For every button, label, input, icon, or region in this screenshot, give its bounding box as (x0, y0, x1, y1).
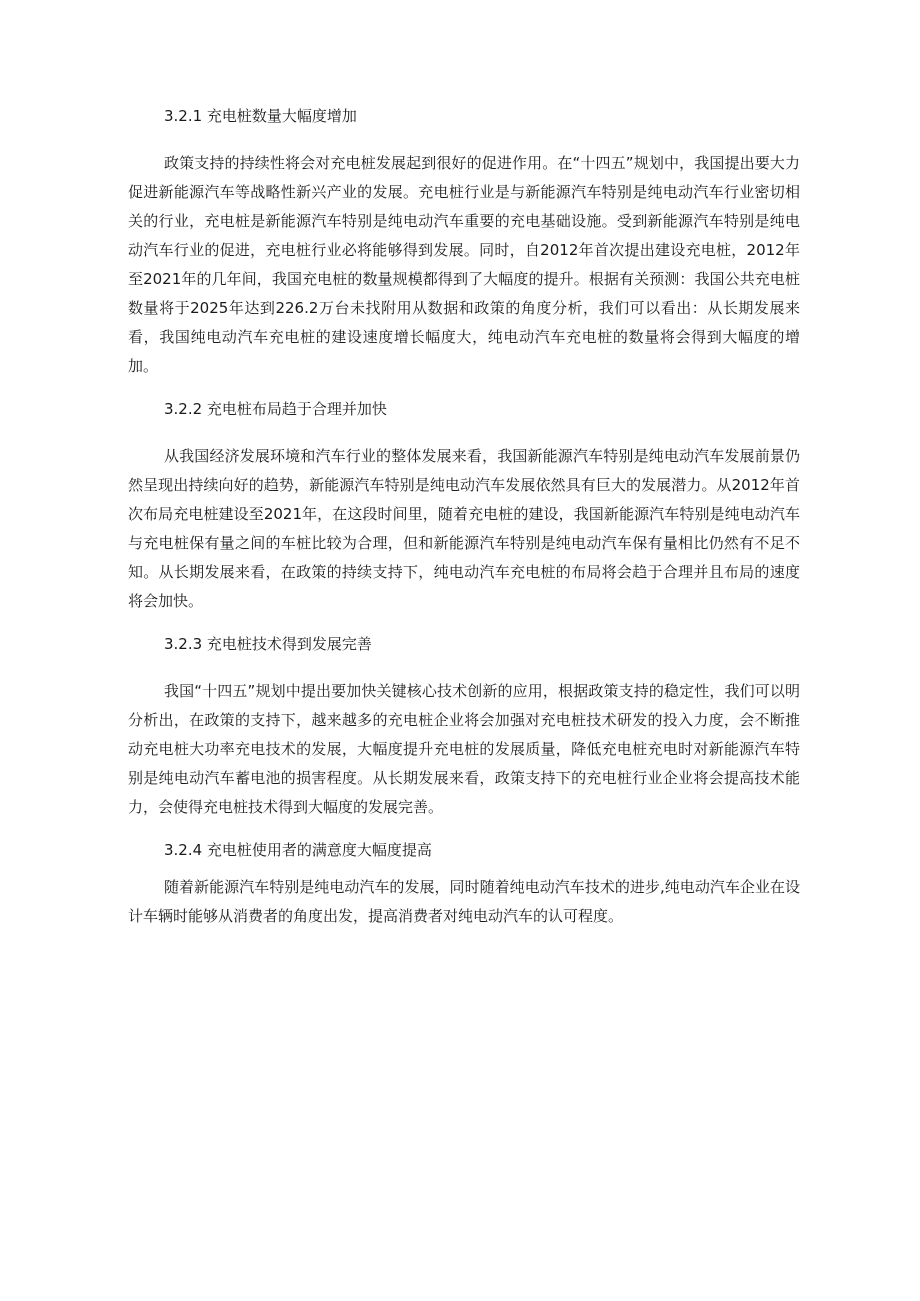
section-heading-3-2-1: 3.2.1 充电桩数量大幅度增加 (164, 107, 357, 125)
section-paragraph-3-2-1: 政策支持的持续性将会对充电桩发展起到很好的促进作用。在“十四五”规划中，我国提出要大力促进新能源汽车等战略性新兴产业的发展。充电桩行业是与新能源汽车特别是纯电动汽车行业密切相关的行业，充电桩是新能源汽车特别是纯电动汽车重要的充电基础设施。受到新能源汽车特别是纯电动汽车行业的促进，充电桩行业必将能够得到发展。同时，自2012年首次提出建设充电桩，2012年至2021年的几年间，我国充电桩的数量规模都得到了大幅度的提升。根据有关预测：我国公共充电桩数量将于2025年达到226.2万台未找附用从数据和政策的角度分析，我们可以看出：从长期发展来看，我国纯电动汽车充电桩的建设速度增长幅度大，纯电动汽车充电桩的数量将会得到大幅度的增加。 (128, 154, 800, 375)
section-heading-3-2-2: 3.2.2 充电桩布局趋于合理并加快 (164, 400, 387, 418)
document-body (128, 104, 800, 931)
section-heading-3-2-3: 3.2.3 充电桩技术得到发展完善 (164, 635, 372, 653)
section-paragraph-3-2-3: 我国“十四五”规划中提出要加快关键核心技术创新的应用，根据政策支持的稳定性，我们可以明分析出，在政策的支持下，越来越多的充电桩企业将会加强对充电桩技术研发的投入力度，会不断推动充电桩大功率充电技术的发展，大幅度提升充电桩的发展质量，降低充电桩充电时对新能源汽车特别是纯电动汽车蓄电池的损害程度。从长期发展来看，政策支持下的充电桩行业企业将会提高技术能力，会使得充电桩技术得到大幅度的发展完善。 (128, 682, 800, 816)
section-paragraph-3-2-4: 随着新能源汽车特别是纯电动汽车的发展，同时随着纯电动汽车技术的进步,纯电动汽车企业在设计车辆时能够从消费者的角度出发，提高消费者对纯电动汽车的认可程度。 (128, 878, 800, 925)
section-heading-3-2-4: 3.2.4 充电桩使用者的满意度大幅度提高 (164, 841, 432, 859)
section-paragraph-3-2-2: 从我国经济发展环境和汽车行业的整体发展来看，我国新能源汽车特别是纯电动汽车发展前景仍然呈现出持续向好的趋势，新能源汽车特别是纯电动汽车发展依然具有巨大的发展潜力。从2012年首次布局充电桩建设至2021年，在这段时间里，随着充电桩的建设，我国新能源汽车特别是纯电动汽车与充电桩保有量之间的车桩比较为合理，但和新能源汽车特别是纯电动汽车保有量相比仍然有不足不知。从长期发展来看，在政策的持续支持下，纯电动汽车充电桩的布局将会趋于合理并且布局的速度将会加快。 (128, 447, 800, 610)
